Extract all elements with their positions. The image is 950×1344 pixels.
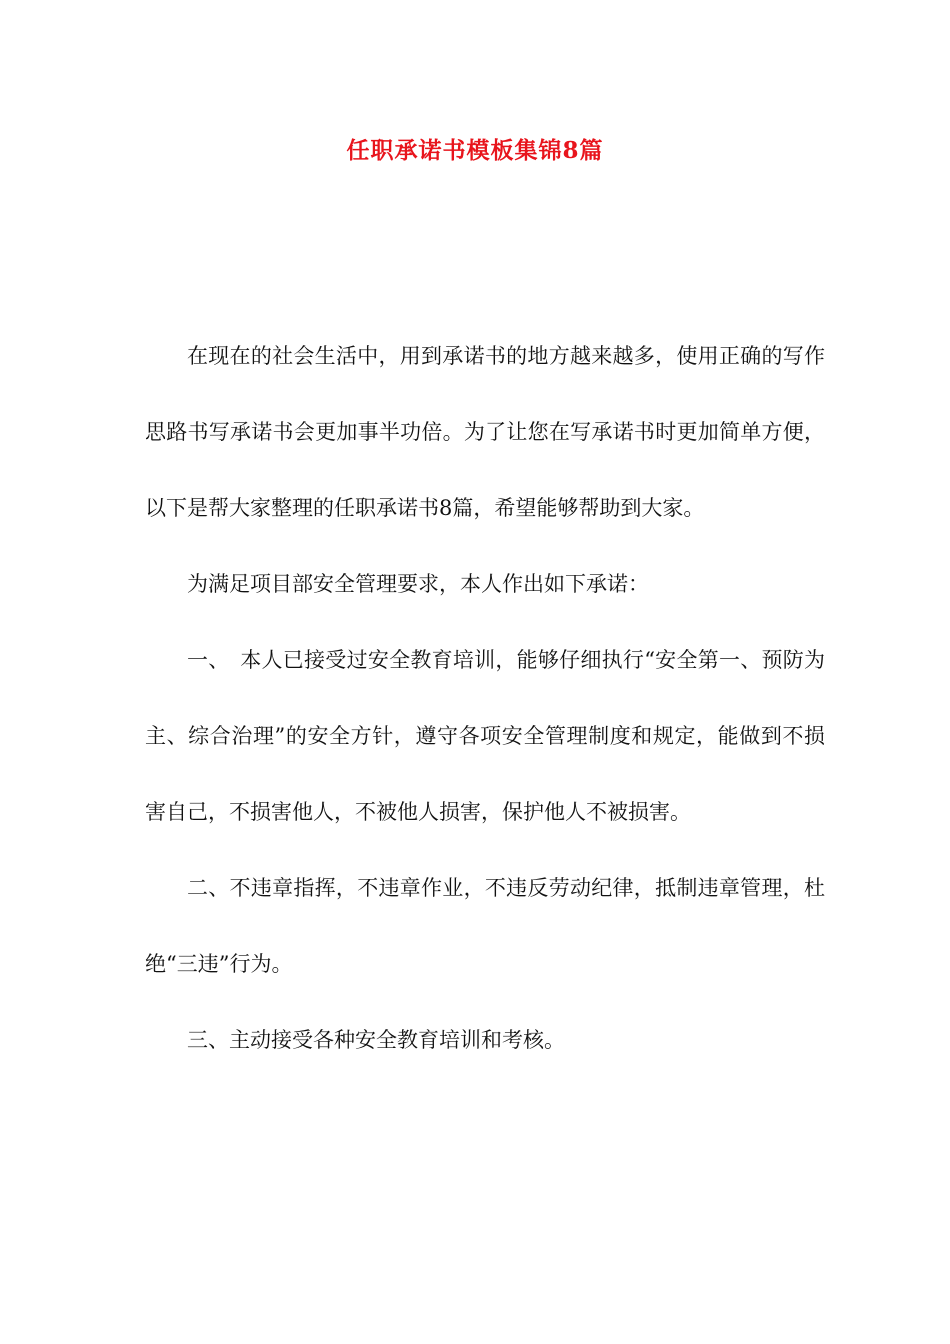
document-title: 任职承诺书模板集锦8篇 <box>346 137 604 164</box>
paragraph-item-1: 一、 本人已接受过安全教育培训，能够仔细执行“安全第一、预防为主、综合治理”的安全方针，遵守各项安全管理制度和规定，能做到不损害自己，不损害他人，不被他人损害，保护他人不被损害。 <box>145 648 825 824</box>
paragraph-commitment-lead: 为满足项目部安全管理要求，本人作出如下承诺： <box>187 572 649 596</box>
paragraph-item-3: 三、主动接受各种安全教育培训和考核。 <box>187 1028 565 1052</box>
document-body <box>145 318 825 1078</box>
paragraph-item-2: 二、不违章指挥，不违章作业，不违反劳动纪律，抵制违章管理，杜绝“三违”行为。 <box>145 876 825 976</box>
paragraph-intro: 在现在的社会生活中，用到承诺书的地方越来越多，使用正确的写作思路书写承诺书会更加事半功倍。为了让您在写承诺书时更加简单方便，以下是帮大家整理的任职承诺书8篇，希望能够帮助到大家。 <box>145 344 825 520</box>
